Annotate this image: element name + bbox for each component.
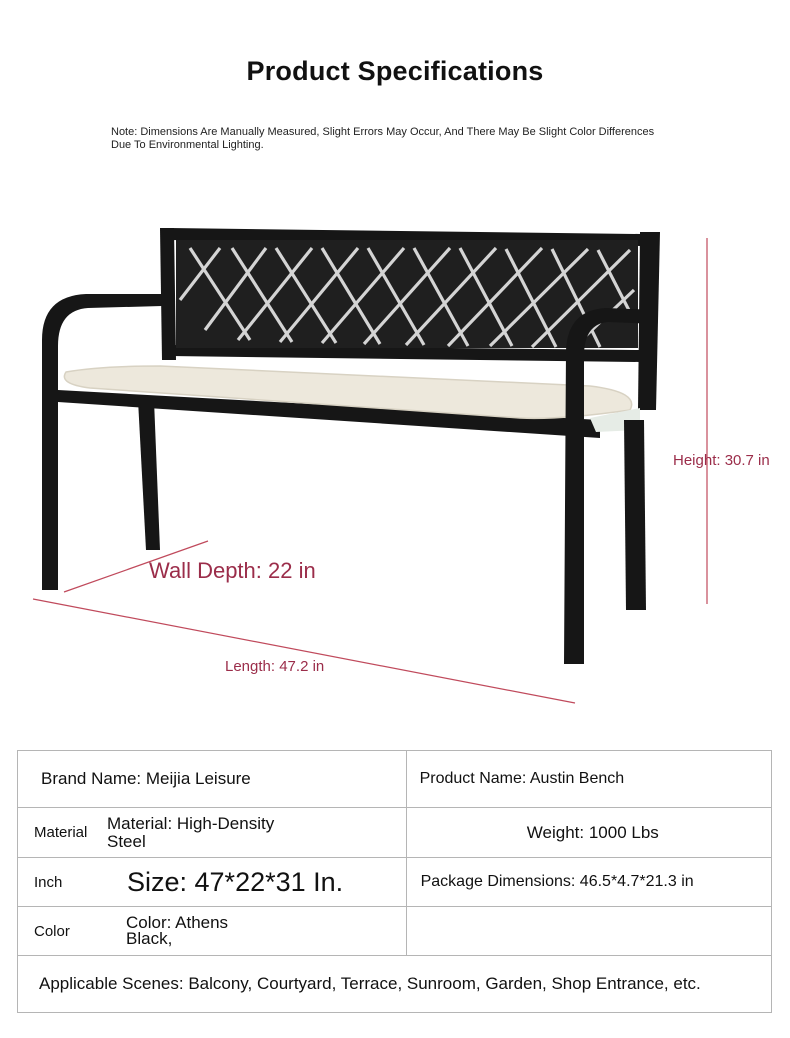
size-cell — [18, 858, 407, 907]
table-row — [18, 808, 772, 858]
color-value — [126, 915, 228, 947]
bench-lattice-panel — [176, 240, 638, 348]
product-name-value: Product Name: Austin Bench — [419, 770, 625, 787]
inch-label: Inch — [34, 873, 63, 891]
package-dimensions-value: Package Dimensions: 46.5*4.7*21.3 in — [420, 873, 694, 890]
material-cell — [18, 808, 407, 858]
weight-cell — [406, 808, 771, 858]
table-row — [18, 858, 772, 907]
brand-name-value: Brand Name: Meijia Leisure — [41, 769, 251, 788]
package-dimensions-cell — [406, 858, 771, 907]
material-value — [107, 815, 274, 851]
size-value: Size: 47*22*31 In. — [127, 866, 344, 897]
page-title: Product Specifications — [246, 56, 544, 86]
measurement-note: Note: Dimensions Are Manually Measured, Slight Errors May Occur, And There May Be Slight Color Differences Due To Environmental Lighting. — [111, 126, 655, 151]
height-dimension-label: Height: 30.7 in — [673, 452, 770, 469]
color-cell — [18, 907, 407, 956]
bench-backrest-post-left — [160, 228, 176, 360]
material-label: Material — [34, 824, 88, 841]
table-row — [18, 956, 772, 1013]
table-row — [18, 907, 772, 956]
length-dimension-label: Length: 47.2 in — [225, 658, 325, 675]
bench-product-image — [0, 200, 790, 720]
applicable-scenes-cell — [18, 956, 772, 1013]
weight-value: Weight: 1000 Lbs — [526, 822, 659, 842]
length-dimension-line — [33, 599, 575, 703]
bench-rear-right-leg — [624, 420, 646, 610]
applicable-scenes-value: Applicable Scenes: Balcony, Courtyard, Terrace, Sunroom, Garden, Shop Entrance, etc. — [39, 974, 701, 993]
table-row — [18, 751, 772, 808]
product-name-cell — [406, 751, 771, 808]
empty-cell — [406, 907, 771, 956]
color-value-line2: Black, — [126, 929, 173, 948]
material-value-line1: Material: High-Density — [107, 813, 275, 833]
bench-rear-left-leg — [138, 400, 160, 550]
brand-name-cell — [18, 751, 407, 808]
color-value-line1: Color: Athens — [126, 913, 229, 932]
color-label: Color — [34, 922, 70, 940]
material-value-line2: Steel — [107, 831, 146, 851]
specification-table — [17, 750, 772, 1013]
depth-dimension-label: Wall Depth: 22 in — [149, 558, 316, 583]
